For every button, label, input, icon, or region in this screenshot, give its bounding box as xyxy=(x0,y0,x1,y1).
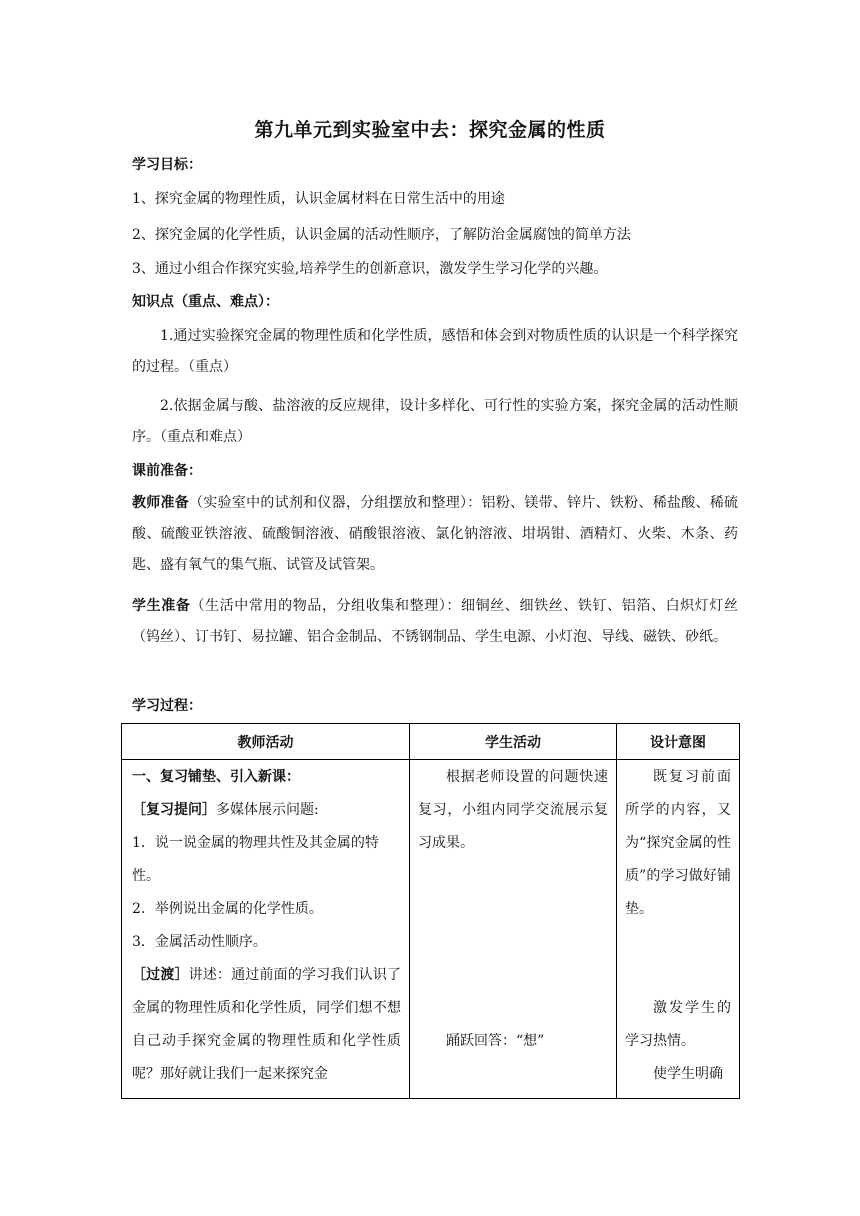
question-1: 1．说一说金属的物理共性及其金属的特性。 xyxy=(132,835,379,884)
design-intent-1: 既复习前面所学的内容，又为“探究金属的性质”的学习做好铺垫。 xyxy=(625,769,731,917)
transition xyxy=(132,959,401,1091)
question-2: 2．举例说出金属的化学性质。 xyxy=(132,901,323,917)
table-header-row xyxy=(122,724,740,760)
design-intent-cell xyxy=(617,760,740,1099)
transition-tag: ［过渡］ xyxy=(132,967,189,983)
student-preparation xyxy=(132,591,738,653)
student-preparation-label: 学生准备 xyxy=(132,598,191,614)
column-header-teacher: 教师活动 xyxy=(122,724,410,760)
student-activity-1: 根据老师设置的问题快速复习，小组内同学交流展示复习成果。 xyxy=(418,769,608,851)
key-points-heading: 知识点（重点、难点）： xyxy=(132,294,279,310)
student-activity-2: 踊跃回答：“想” xyxy=(446,1033,545,1049)
process-heading: 学习过程： xyxy=(132,698,202,714)
objectives-heading: 学习目标： xyxy=(132,157,202,173)
objective-item-3: 3、通过小组合作探究实验,培养学生的创新意识，激发学生学习化学的兴趣。 xyxy=(132,261,608,277)
table-row xyxy=(122,760,740,1099)
student-preparation-text: （生活中常用的物品，分组收集和整理）：细铜丝、细铁丝、铁钉、铝箔、白炽灯灯丝（钨丝）、订书钉、易拉罐、铝合金制品、不锈钢制品、学生电源、小灯泡、导线、磁铁、砂纸。 xyxy=(132,598,739,645)
teacher-activity-cell xyxy=(122,760,410,1099)
review-text: 多媒体展示问题: xyxy=(216,802,319,818)
key-point-2: 2.依据金属与酸、盐溶液的反应规律，设计多样化、可行性的实验方案，探究金属的活动性顺序。（重点和难点） xyxy=(132,398,738,445)
question-3: 3．金属活动性顺序。 xyxy=(132,934,267,950)
student-activity-cell xyxy=(410,760,617,1099)
design-intent-2: 激发学生的学习热情。 xyxy=(625,1000,731,1049)
key-point-1: 1.通过实验探究金属的物理性质和化学性质，感悟和体会到对物质性质的认识是一个科学探究的过程。（重点） xyxy=(132,328,738,375)
review-prompt xyxy=(132,794,401,827)
teacher-preparation-label: 教师准备 xyxy=(132,495,190,511)
column-header-student: 学生活动 xyxy=(410,724,617,760)
preparation-heading: 课前准备： xyxy=(132,463,202,479)
document-title: 第九单元到实验室中去：探究金属的性质 xyxy=(254,119,606,141)
teacher-preparation-text: （实验室中的试剂和仪器，分组摆放和整理）：铝粉、镁带、锌片、铁粉、稀盐酸、稀硫酸、硫酸亚铁溶液、硫酸铜溶液、硝酸银溶液、氯化钠溶液、坩埚钳、酒精灯、火柴、木条、药匙、盛有氧气的集气瓶、试管及试管架。 xyxy=(132,495,739,573)
objective-item-2: 2、探究金属的化学性质，认识金属的活动性顺序，了解防治金属腐蚀的简单方法 xyxy=(132,227,631,243)
review-tag: ［复习提问］ xyxy=(132,802,216,818)
section-heading: 一、复习铺垫、引入新课： xyxy=(132,769,300,785)
process-table xyxy=(121,723,740,1099)
objective-item-1: 1、探究金属的物理性质，认识金属材料在日常生活中的用途 xyxy=(132,191,505,207)
transition-text: 讲述：通过前面的学习我们认识了金属的物理性质和化学性质，同学们想不想自己动手探究金属的物理性质和化学性质呢？那好就让我们一起来探究金 xyxy=(132,967,402,1082)
column-header-intent: 设计意图 xyxy=(617,724,740,760)
design-intent-3: 使学生明确 xyxy=(653,1066,723,1082)
teacher-preparation xyxy=(132,488,738,581)
